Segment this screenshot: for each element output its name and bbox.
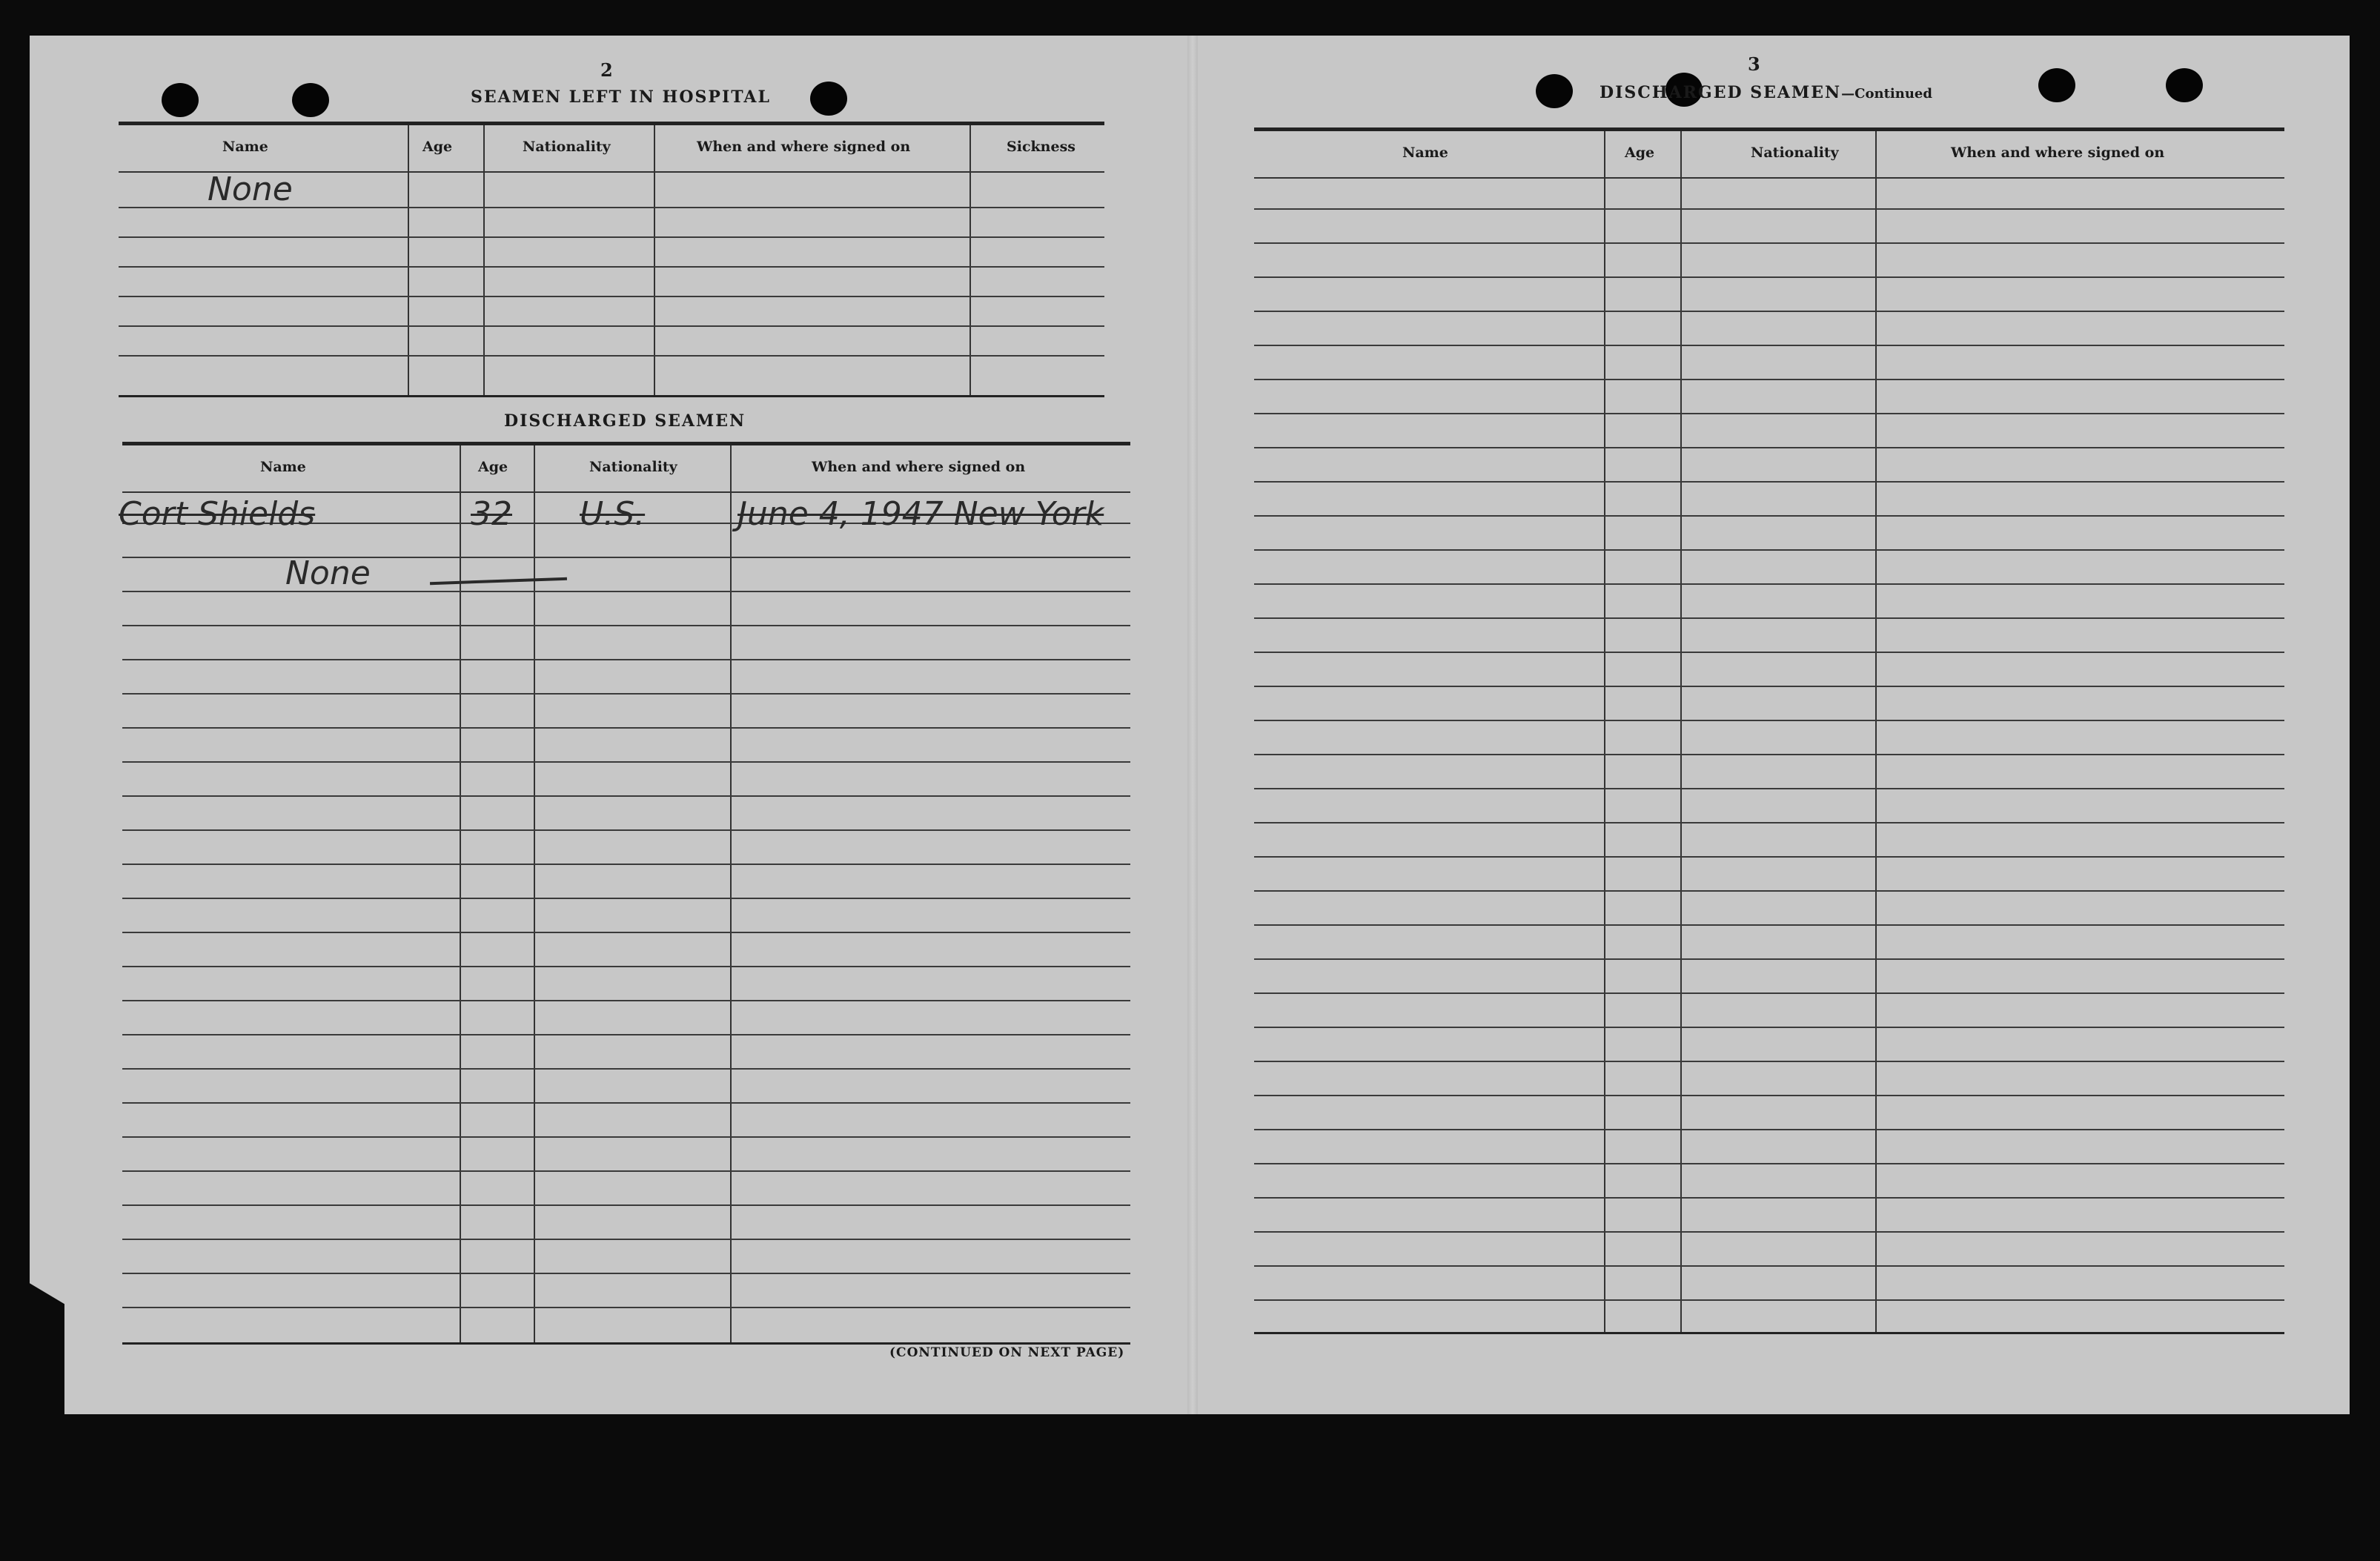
- punch-hole: [162, 83, 199, 117]
- row-line: [1254, 515, 2284, 517]
- row-line: [1254, 276, 2284, 278]
- row-line: [1254, 754, 2284, 755]
- row-line: [119, 296, 1104, 297]
- row-line: [122, 659, 1130, 660]
- row-line: [122, 795, 1130, 797]
- row-line: [122, 898, 1130, 899]
- row-line: [1254, 413, 2284, 414]
- row-line: [122, 1000, 1130, 1001]
- row-line: [122, 1273, 1130, 1274]
- page-number: 2: [600, 59, 613, 81]
- row-line: [1254, 1163, 2284, 1164]
- row-line: [1254, 958, 2284, 960]
- punch-hole: [1536, 74, 1573, 108]
- row-line: [1254, 1265, 2284, 1267]
- row-line: [122, 557, 1130, 558]
- seaman-signed-on: June 4, 1947 New York: [737, 495, 1104, 533]
- punch-hole: [292, 83, 329, 117]
- column-header: Nationality: [523, 139, 611, 155]
- column-header: Name: [222, 139, 268, 155]
- row-line: [1254, 720, 2284, 721]
- row-line: [1254, 1197, 2284, 1199]
- row-line: [1254, 345, 2284, 346]
- column-header: Nationality: [589, 459, 677, 475]
- row-line: [122, 625, 1130, 626]
- seaman-name: Cort Shields: [119, 495, 316, 533]
- row-line: [122, 761, 1130, 763]
- column-header: When and where signed on: [1951, 145, 2165, 161]
- row-line: [122, 966, 1130, 967]
- column-header: Age: [422, 139, 453, 155]
- row-line: [1254, 856, 2284, 858]
- row-line: [1254, 447, 2284, 448]
- row-line: [1254, 583, 2284, 585]
- row-line: [119, 236, 1104, 238]
- row-line: [1254, 992, 2284, 994]
- row-line: [122, 1136, 1130, 1138]
- row-line: [1254, 924, 2284, 926]
- row-line: [1254, 549, 2284, 551]
- row-line: [122, 693, 1130, 695]
- row-line: [1254, 208, 2284, 210]
- column-header: Age: [478, 459, 508, 475]
- row-line: [122, 1204, 1130, 1206]
- row-line: [122, 1102, 1130, 1104]
- column-header: When and where signed on: [812, 459, 1026, 475]
- row-line: [1254, 890, 2284, 892]
- row-line: [1254, 481, 2284, 483]
- handwritten-none: None: [285, 554, 371, 592]
- page-number: 3: [1748, 53, 1760, 75]
- handwritten-none: None: [208, 170, 293, 208]
- row-line: [1254, 379, 2284, 380]
- continued-footer: (CONTINUED ON NEXT PAGE): [889, 1345, 1125, 1360]
- discharged-table: [122, 442, 1130, 1345]
- hospital-section-title: SEAMEN LEFT IN HOSPITAL: [471, 87, 771, 107]
- seaman-nationality: U.S.: [580, 495, 646, 533]
- row-line: [122, 829, 1130, 831]
- row-line: [1254, 1129, 2284, 1130]
- row-line: [119, 355, 1104, 357]
- column-divider: [730, 445, 732, 1342]
- column-header: Name: [1402, 145, 1448, 161]
- row-line: [1254, 311, 2284, 312]
- row-line: [122, 591, 1130, 592]
- column-header: When and where signed on: [697, 139, 911, 155]
- row-line: [122, 1239, 1130, 1240]
- discharged-continued-table: [1254, 127, 2284, 1334]
- title-suffix: —Continued: [1841, 86, 1932, 102]
- column-header: Nationality: [1751, 145, 1839, 161]
- punch-hole: [810, 82, 847, 116]
- row-line: [1254, 788, 2284, 789]
- column-divider: [460, 445, 461, 1342]
- row-line: [119, 266, 1104, 268]
- column-header: Sickness: [1007, 139, 1075, 155]
- title-main: DISCHARGED SEAMEN: [1600, 83, 1842, 102]
- seaman-age: 32: [471, 495, 512, 533]
- row-line: [119, 325, 1104, 327]
- row-line: [122, 1034, 1130, 1035]
- row-line: [1254, 1095, 2284, 1096]
- row-line: [122, 727, 1130, 729]
- row-line: [1254, 1231, 2284, 1233]
- row-line: [1254, 686, 2284, 687]
- column-header: Age: [1625, 145, 1655, 161]
- row-line: [1254, 1299, 2284, 1301]
- row-line: [1254, 822, 2284, 823]
- row-line: [1254, 1027, 2284, 1028]
- punch-hole: [2038, 68, 2075, 102]
- discharged-section-title: DISCHARGED SEAMEN: [504, 411, 746, 431]
- hospital-table: [119, 122, 1104, 397]
- punch-hole: [2166, 68, 2203, 102]
- row-line: [122, 932, 1130, 933]
- row-line: [122, 1307, 1130, 1308]
- row-line: [1254, 617, 2284, 619]
- page-fold: [1187, 36, 1198, 1414]
- row-line: [1254, 652, 2284, 653]
- discharged-continued-title: [1600, 83, 1932, 102]
- row-line: [122, 1170, 1130, 1172]
- row-line: [1254, 1061, 2284, 1062]
- row-line: [122, 1068, 1130, 1070]
- row-line: [122, 864, 1130, 865]
- column-header: Name: [260, 459, 306, 475]
- row-line: [1254, 242, 2284, 244]
